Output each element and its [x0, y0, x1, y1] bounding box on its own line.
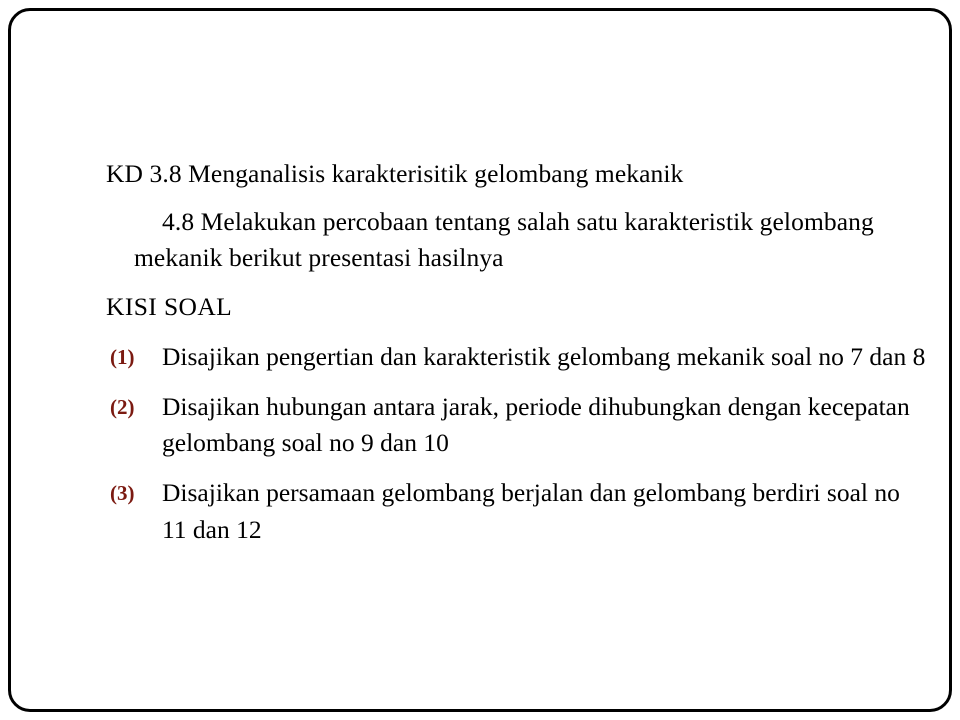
list-item-number: (1): [110, 344, 135, 369]
list-item-number: (3): [110, 481, 135, 506]
list-item-text: Disajikan pengertian dan karakteristik gelombang mekanik soal no 7 dan 8: [162, 341, 926, 371]
list-item-text: Disajikan hubungan antara jarak, periode dihubungkan dengan kecepatan gelombang soal no 9 dan 10: [162, 392, 910, 458]
section-title: KISI SOAL: [106, 291, 233, 321]
list-item-number: (2): [110, 395, 135, 420]
slide-frame: [8, 8, 952, 712]
kd-main-line: KD 3.8 Menganalisis karakterisitik gelombang mekanik: [106, 159, 684, 188]
list-item: [106, 475, 926, 547]
list-item: [106, 389, 926, 461]
list-item-text: Disajikan persamaan gelombang berjalan dan gelombang berdiri soal no 11 dan 12: [162, 478, 900, 544]
slide-content: [106, 156, 926, 548]
list-item: [106, 339, 926, 375]
kd-sub-line: 4.8 Melakukan percobaan tentang salah satu karakteristik gelombang mekanik berikut presentasi hasilnya: [134, 207, 874, 273]
